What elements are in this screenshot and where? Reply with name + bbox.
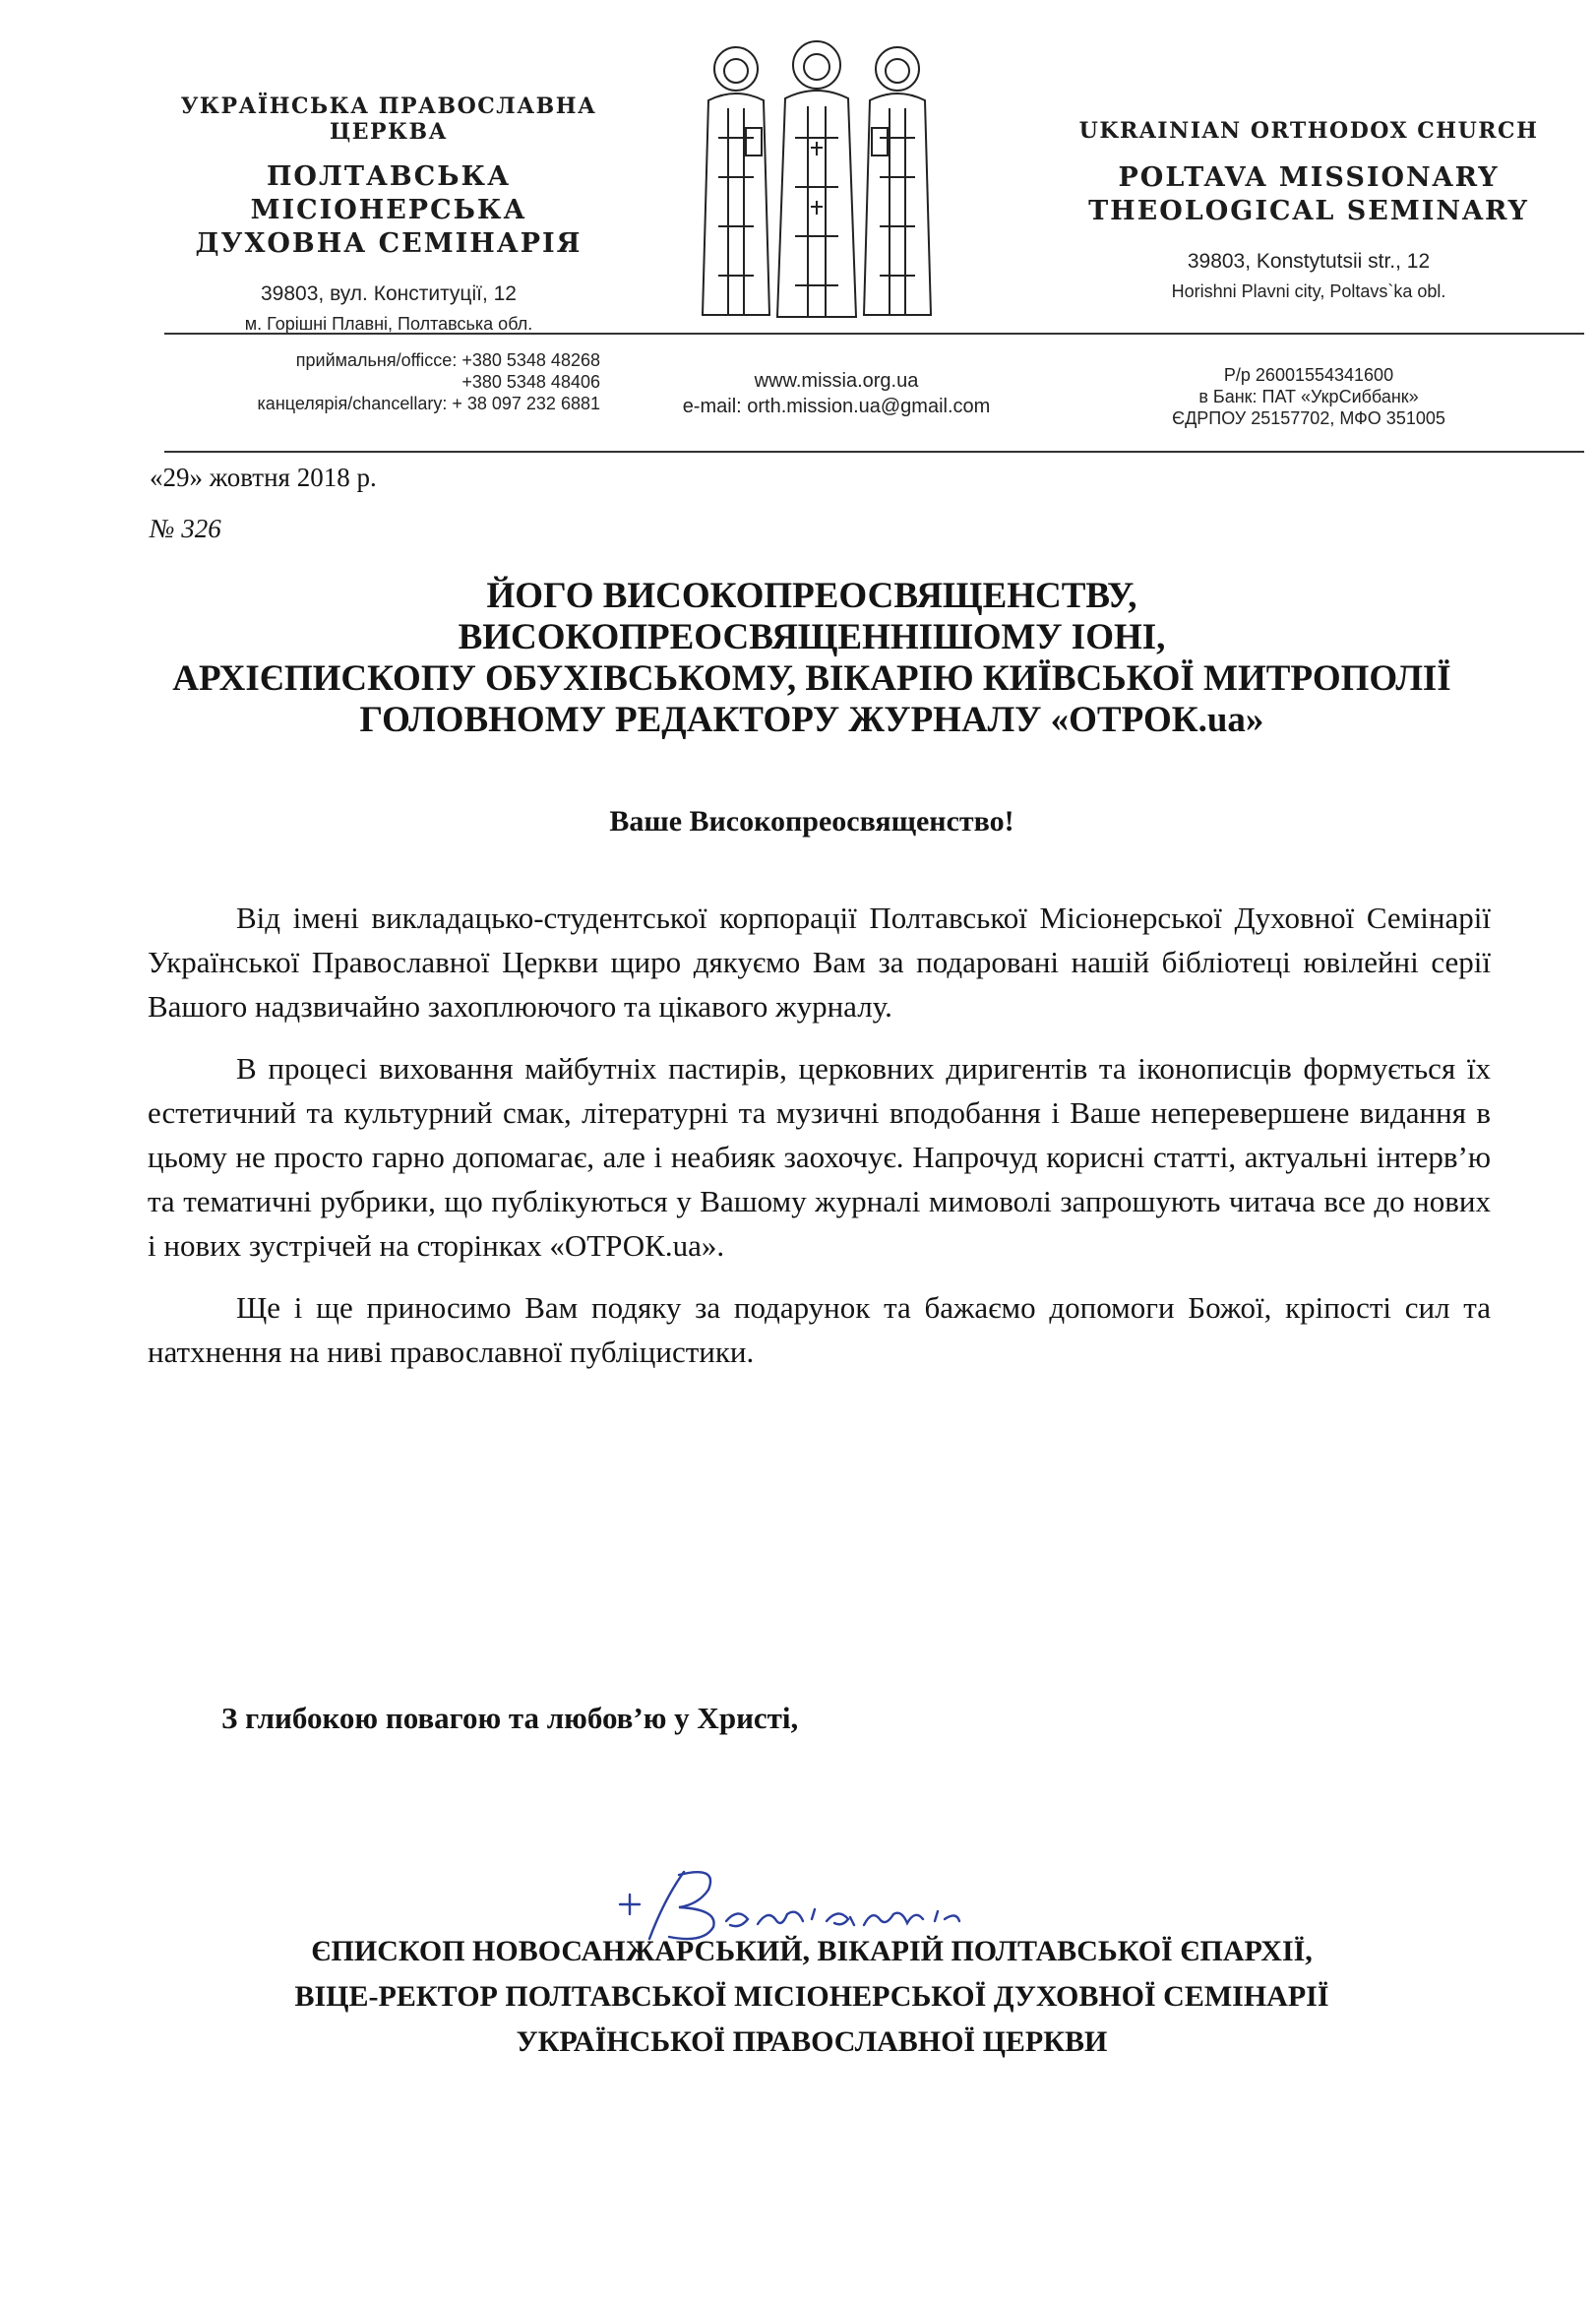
signatory-block	[148, 1929, 1476, 2065]
addressee-block	[148, 576, 1476, 741]
letterhead-right	[1063, 118, 1555, 302]
address-ua-line2: м. Горішні Плавні, Полтавська обл.	[244, 314, 533, 334]
phone-contacts	[187, 349, 600, 414]
chancellery-phone: + 38 097 232 6881	[452, 394, 600, 413]
bank-name: в Банк: ПАТ «УкрСиббанк»	[1198, 387, 1419, 406]
header-rule-top	[164, 333, 1584, 335]
addressee-line: ВИСОКОПРЕОСВЯЩЕННІШОМУ ІОНІ,	[458, 617, 1166, 657]
signatory-line: УКРАЇНСЬКОЇ ПРАВОСЛАВНОЇ ЦЕРКВИ	[516, 2025, 1108, 2058]
addressee-line: АРХІЄПИСКОПУ ОБУХІВСЬКОМУ, ВІКАРІЮ КИЇВСЬКОЇ МИТРОПОЛІЇ	[172, 658, 1451, 699]
addressee-line: ЙОГО ВИСОКОПРЕОСВЯЩЕНСТВУ,	[486, 576, 1137, 616]
seminary-name-ua-line2: ДУХОВНА СЕМІНАРІЯ	[195, 228, 583, 259]
saint-right-figure	[864, 47, 931, 315]
addressee-line: ГОЛОВНОМУ РЕДАКТОРУ ЖУРНАЛУ «ОТРОК.ua»	[359, 700, 1264, 740]
reception-label: приймальня/officce:	[295, 350, 458, 370]
website-link[interactable]: www.missia.org.ua	[754, 370, 919, 392]
reception-phone-1: +380 5348 48268	[461, 350, 600, 370]
address-ua-line1: 39803, вул. Конституції, 12	[261, 282, 517, 305]
seminary-name-ua-line1: ПОЛТАВСЬКА МІСІОНЕРСЬКА	[250, 161, 527, 225]
body-paragraph: Ще і ще приносимо Вам подяку за подарунок та бажаємо допомоги Божої, кріпості сил та натхнення на ниві православної публіцистики.	[148, 1290, 1491, 1369]
letter-number: № 326	[150, 514, 221, 543]
header-rule-bottom	[164, 451, 1584, 453]
body-paragraph: В процесі виховання майбутніх пастирів, церковних диригентів та іконописців формується їх естетичний та культурний смак, літературні та музичні вподобання і Ваше неперевершене видання в цьому не просто гарно допомагає, але і неабияк заохочує. Напрочуд корисні статті, актуальні інтерв’ю та тематичні рубрики, що публікуються у Вашому журналі мимоволі запрошують читача все до нових і нових зустрічей на сторінках «ОТРОК.ua».	[148, 1051, 1491, 1263]
saint-left-figure	[703, 47, 769, 315]
signatory-line: ЄПИСКОП НОВОСАНЖАРСЬКИЙ, ВІКАРІЙ ПОЛТАВСЬКОЇ ЄПАРХІЇ,	[311, 1935, 1313, 1967]
address-en-line2: Horishni Plavni city, Poltavs`ka obl.	[1171, 281, 1446, 301]
three-saints-icon	[689, 30, 945, 325]
bank-codes: ЄДРПОУ 25157702, МФО 351005	[1172, 408, 1445, 428]
chancellery-label: канцелярія/chancellary:	[257, 394, 448, 413]
letter-body	[148, 896, 1491, 1392]
seminary-name-en-line1: POLTAVA MISSIONARY	[1118, 162, 1500, 193]
closing-line: З глибокою повагою та любов’ю у Христі,	[221, 1701, 799, 1735]
church-name-ua: УКРАЇНСЬКА ПРАВОСЛАВНА ЦЕРКВА	[180, 93, 597, 145]
web-contacts	[649, 368, 1023, 419]
signatory-line: ВІЦЕ-РЕКТОР ПОЛТАВСЬКОЇ МІСІОНЕРСЬКОЇ ДУХОВНОЇ СЕМІНАРІЇ	[294, 1980, 1329, 2013]
seminary-name-en-line2: THEOLOGICAL SEMINARY	[1088, 196, 1529, 226]
greeting: Ваше Високопреосвященство!	[609, 805, 1014, 838]
bank-account: Р/р 26001554341600	[1223, 365, 1394, 385]
letter-date: «29» жовтня 2018 р.	[150, 463, 377, 492]
body-paragraph: Від імені викладацько-студентської корпорації Полтавської Місіонерської Духовної Семінарії Української Православної Церкви щиро дякуємо Вам за подаровані нашій бібліотеці ювілейні серії Вашого надзвичайно захоплюючого та цікавого журналу.	[148, 901, 1491, 1024]
letterhead-left	[148, 93, 630, 335]
bank-details	[1112, 364, 1505, 429]
church-name-en: UKRAINIAN ORTHODOX CHURCH	[1078, 118, 1539, 144]
reception-phone-2: +380 5348 48406	[461, 372, 600, 392]
saint-center-figure	[777, 41, 856, 317]
email-link[interactable]: e-mail: orth.mission.ua@gmail.com	[682, 396, 991, 417]
address-en-line1: 39803, Konstytutsii str., 12	[1187, 250, 1431, 273]
